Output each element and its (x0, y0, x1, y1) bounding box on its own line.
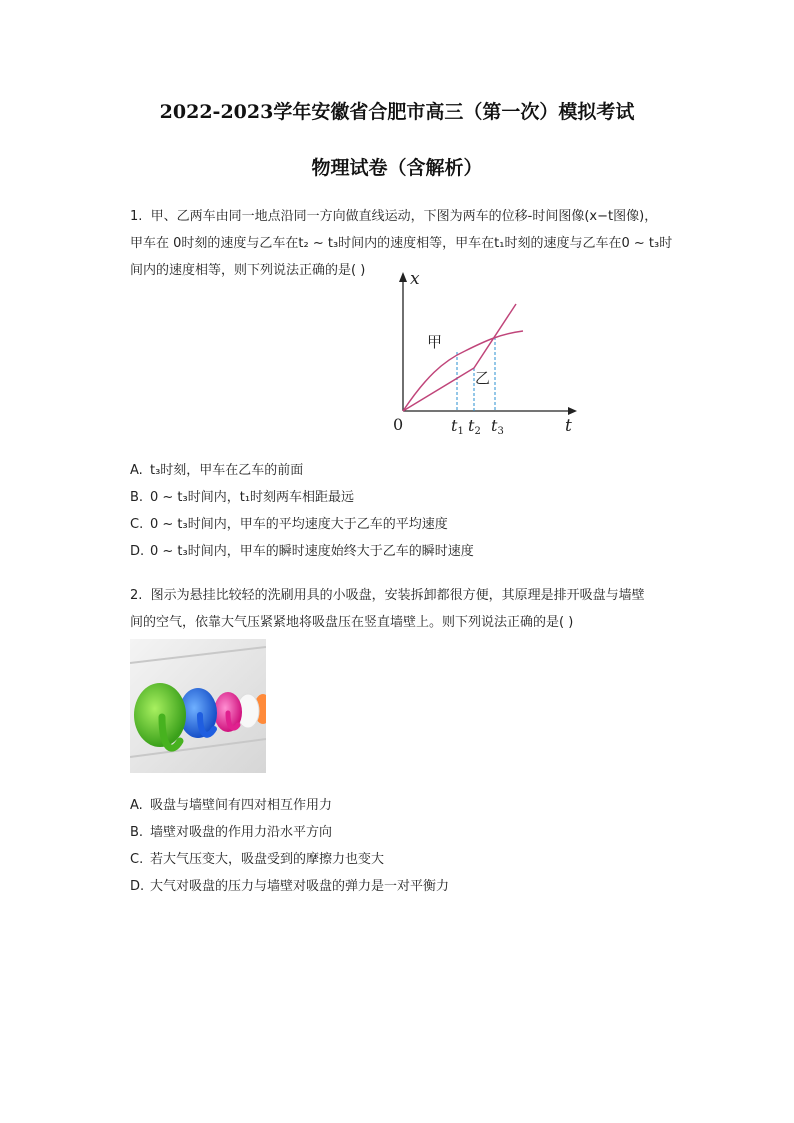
t-axis-label: t (565, 416, 572, 436)
q2-option-b-label: B. (130, 825, 144, 840)
q1-option-d-text: 0 ~ t₃时间内，甲车的瞬时速度始终大于乙车的瞬时速度 (150, 544, 474, 559)
q1-option-b-text: 0 ~ t₃时间内，t₁时刻两车相距最远 (150, 490, 355, 505)
question-2-text-1: 图示为悬挂比较轻的洗刷用具的小吸盘，安装拆卸都很方便，其原理是排开吸盘与墙壁 (150, 588, 645, 603)
question-1-number: 1. (130, 209, 143, 224)
suction-cup-photo (130, 639, 266, 773)
question-2-line-2: 间的空气，依靠大气压紧紧地将吸盘压在竖直墙壁上。则下列说法正确的是( ) (130, 615, 574, 630)
tick-t2-label: t2 (468, 416, 481, 437)
curve-yi (403, 304, 516, 411)
document-subtitle: 物理试卷（含解析） (311, 157, 483, 179)
q2-option-c (130, 850, 384, 870)
q2-option-d (130, 877, 449, 897)
q1-option-d-label: D. (130, 544, 145, 559)
q1-option-a-text: t₃时刻，甲车在乙车的前面 (150, 463, 304, 478)
q2-option-a-text: 吸盘与墙壁间有四对相互作用力 (150, 798, 333, 813)
t-axis-arrow-icon (568, 407, 577, 415)
q1-option-a-label: A. (130, 463, 143, 478)
position-time-graph (385, 268, 585, 440)
q2-option-a-label: A. (130, 798, 143, 813)
q1-option-b (130, 488, 354, 508)
q2-option-d-label: D. (130, 879, 145, 894)
question-1-line-2: 甲车在 0时刻的速度与乙车在t₂ ~ t₃时间内的速度相等，甲车在t₁时刻的速度与乙车在0 ~ t₃时 (130, 236, 673, 251)
q1-option-b-label: B. (130, 490, 144, 505)
origin-label: 0 (393, 415, 404, 434)
curve-jia-label: 甲 (427, 333, 443, 351)
question-1-line-1 (130, 203, 690, 230)
x-axis-arrow-icon (399, 272, 407, 282)
question-2-line-1 (130, 582, 690, 609)
curve-jia (403, 331, 523, 411)
x-axis-label: x (410, 269, 420, 289)
q2-option-c-label: C. (130, 852, 144, 867)
q2-option-a (130, 796, 332, 816)
q2-option-d-text: 大气对吸盘的压力与墙壁对吸盘的弹力是一对平衡力 (150, 879, 450, 894)
q2-option-b-text: 墙壁对吸盘的作用力沿水平方向 (150, 825, 333, 840)
q1-option-a (130, 461, 303, 481)
q2-option-b (130, 823, 332, 843)
q1-option-d (130, 542, 474, 562)
question-2-number: 2. (130, 588, 143, 603)
document-title: 2022-2023学年安徽省合肥市高三（第一次）模拟考试 (159, 101, 635, 123)
q2-option-c-text: 若大气压变大，吸盘受到的摩擦力也变大 (150, 852, 385, 867)
question-2-stem (130, 582, 690, 636)
q1-option-c-label: C. (130, 517, 144, 532)
tick-t3-label: t3 (491, 416, 504, 437)
q1-option-c (130, 515, 448, 535)
curve-yi-label: 乙 (475, 369, 491, 387)
question-1-text-1: 甲、乙两车由同一地点沿同一方向做直线运动，下图为两车的位移-时间图像(x−t图像)， (150, 209, 658, 224)
q1-option-c-text: 0 ~ t₃时间内，甲车的平均速度大于乙车的平均速度 (150, 517, 448, 532)
question-1-line-3: 间内的速度相等，则下列说法正确的是( ) (130, 263, 366, 278)
tick-t1-label: t1 (451, 416, 464, 437)
